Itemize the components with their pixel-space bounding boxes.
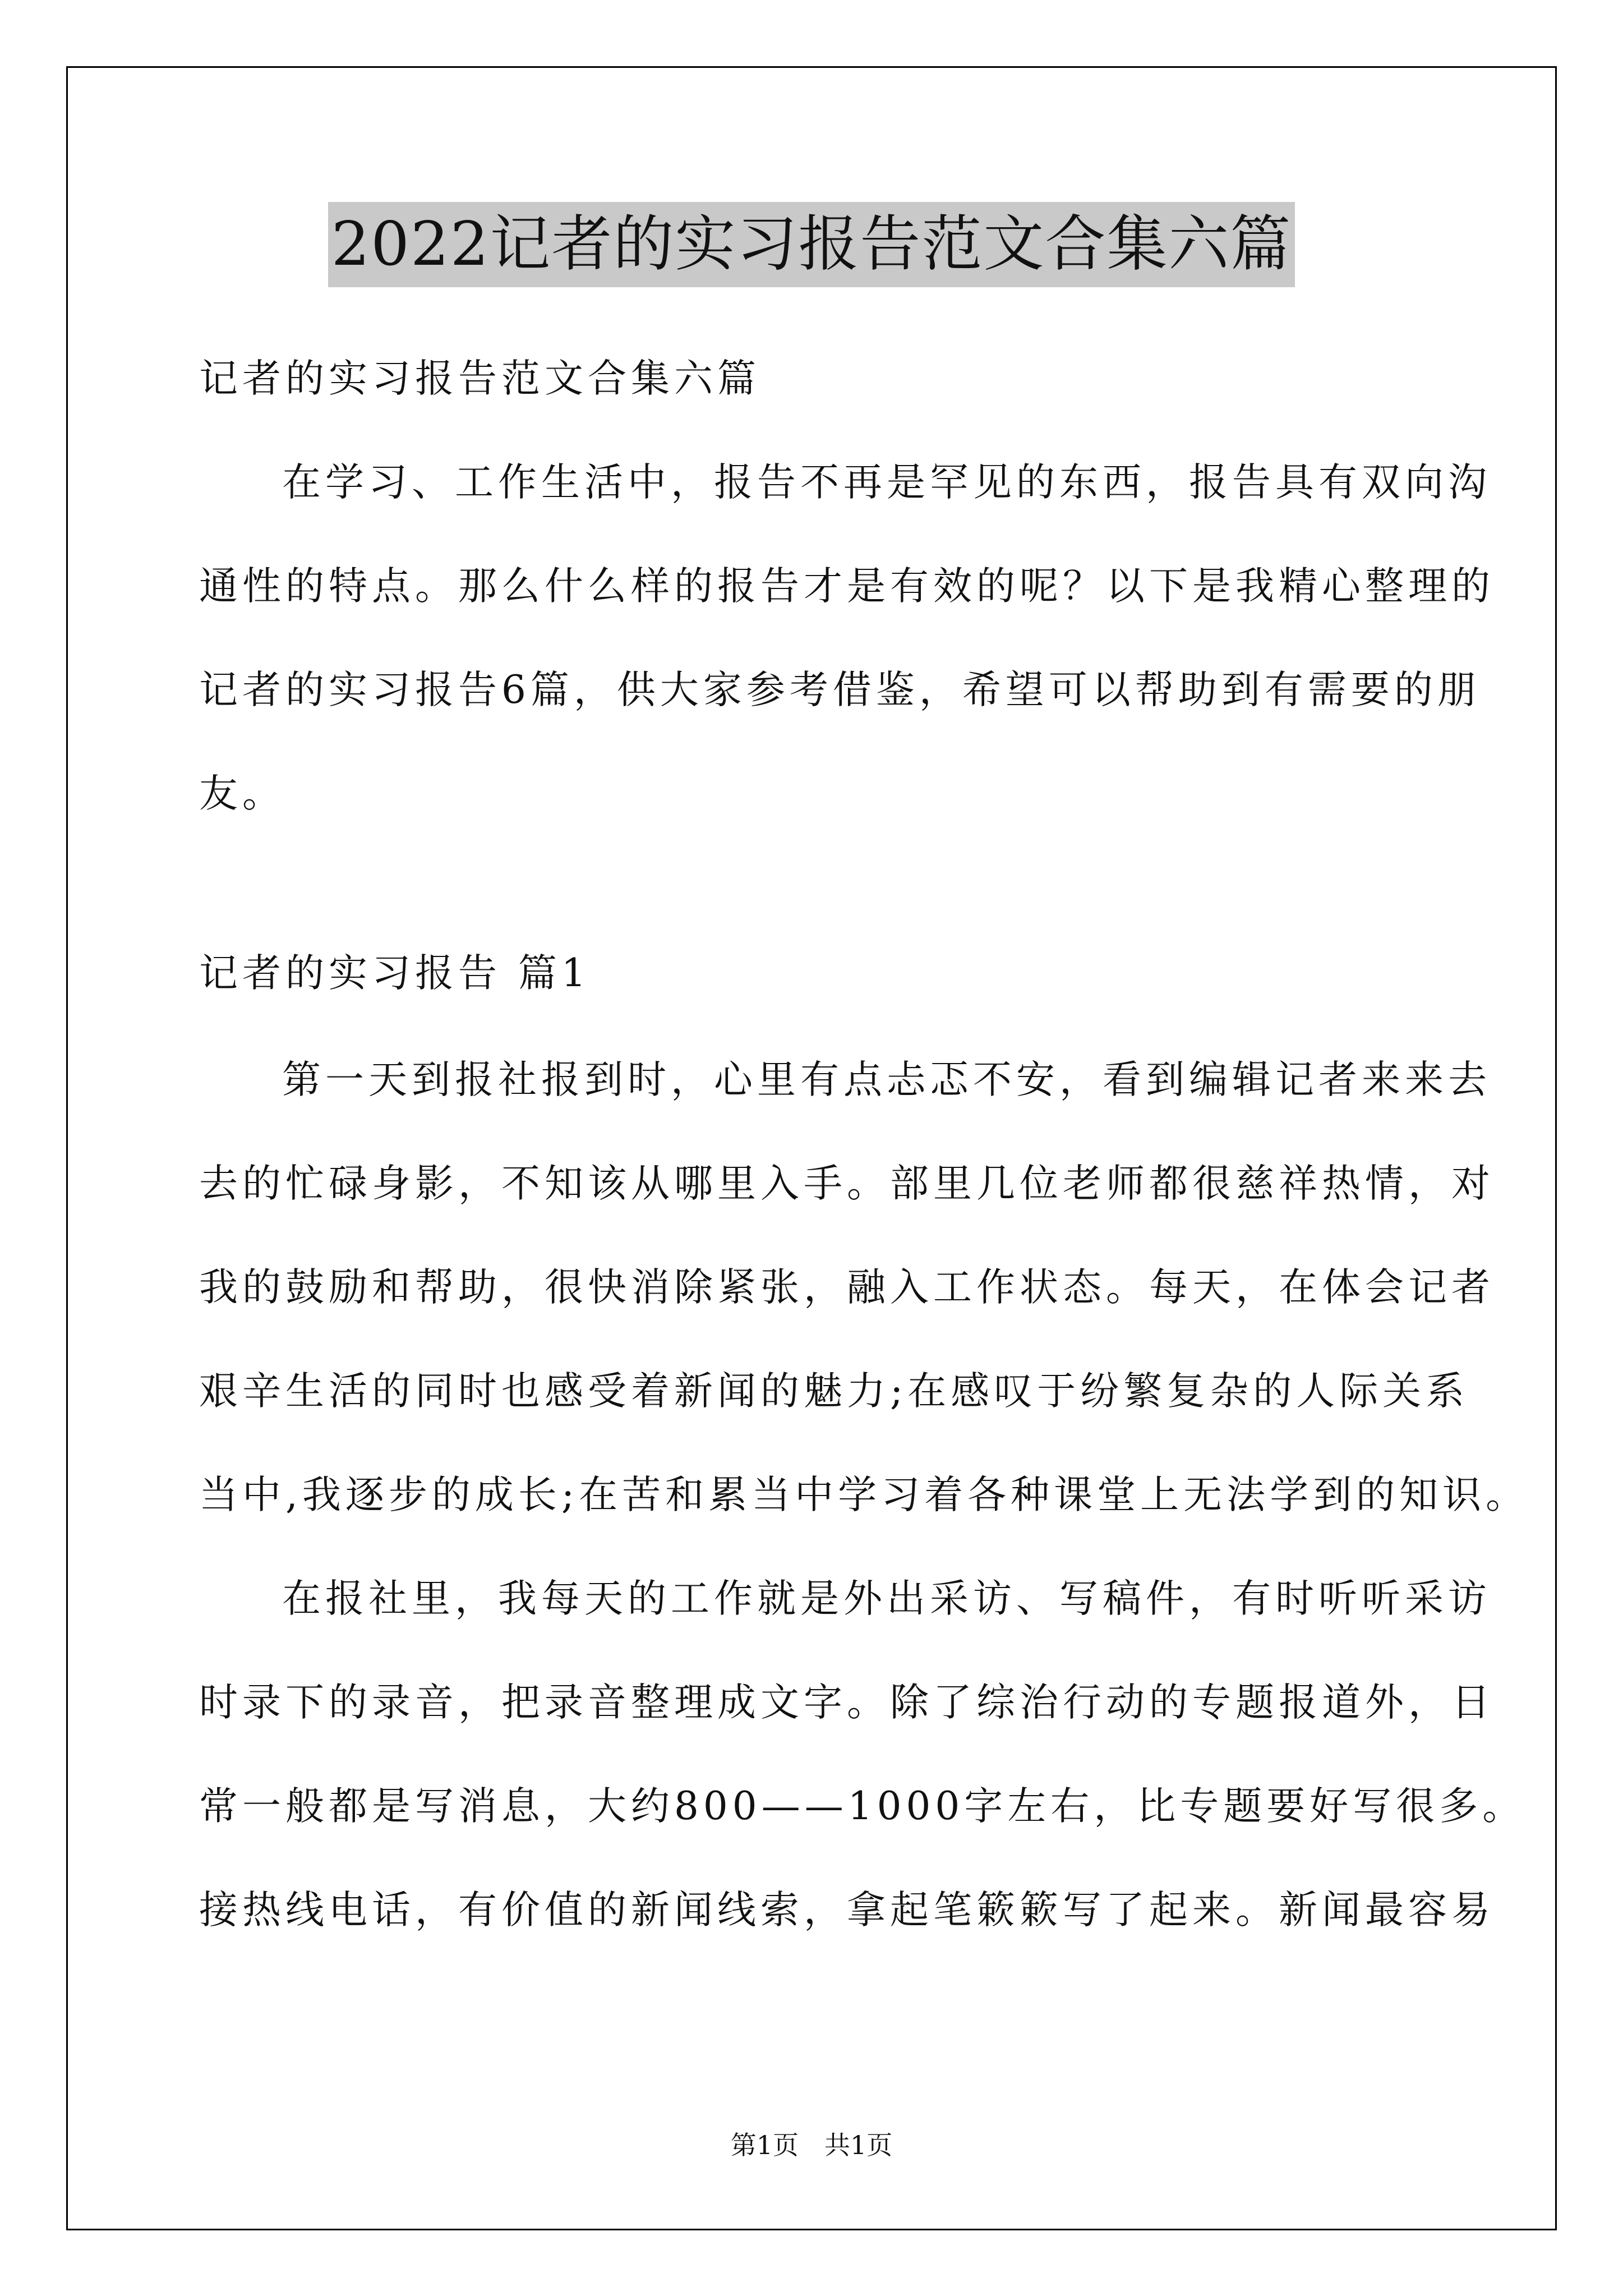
paragraph-line: 常一般都是写消息，大约800——1000字左右，比专题要好写很多。	[199, 1784, 1526, 1829]
paragraph-line: 去的忙碌身影，不知该从哪里入手。部里几位老师都很慈祥热情，对	[199, 1161, 1495, 1206]
page-footer: 第1页 共1页	[730, 2130, 893, 2160]
paragraph-line: 在报社里，我每天的工作就是外出采访、写稿件，有时听听采访	[282, 1576, 1491, 1621]
intro-line: 记者的实习报告6篇，供大家参考借鉴，希望可以帮助到有需要的朋	[199, 668, 1481, 712]
title-container	[0, 202, 1623, 287]
subtitle: 记者的实习报告范文合集六篇	[199, 356, 760, 401]
paragraph-line: 接热线电话，有价值的新闻线索，拿起笔簌簌写了起来。新闻最容易	[199, 1888, 1495, 1932]
paragraph-line: 当中,我逐步的成长;在苦和累当中学习着各种课堂上无法学到的知识。	[199, 1473, 1529, 1517]
intro-line: 在学习、工作生活中，报告不再是罕见的东西，报告具有双向沟	[282, 460, 1491, 505]
intro-line: 友。	[199, 771, 285, 816]
document-title: 2022记者的实习报告范文合集六篇	[328, 202, 1295, 287]
section-heading: 记者的实习报告 篇1	[199, 951, 591, 996]
paragraph-line: 艰辛生活的同时也感受着新闻的魅力;在感叹于纷繁复杂的人际关系	[199, 1369, 1469, 1414]
paragraph-line: 第一天到报社报到时，心里有点忐忑不安，看到编辑记者来来去	[282, 1057, 1491, 1102]
intro-line: 通性的特点。那么什么样的报告才是有效的呢？以下是我精心整理的	[199, 564, 1495, 609]
paragraph-line: 我的鼓励和帮助，很快消除紧张，融入工作状态。每天，在体会记者	[199, 1265, 1495, 1310]
paragraph-line: 时录下的录音，把录音整理成文字。除了综治行动的专题报道外，日	[199, 1680, 1495, 1725]
